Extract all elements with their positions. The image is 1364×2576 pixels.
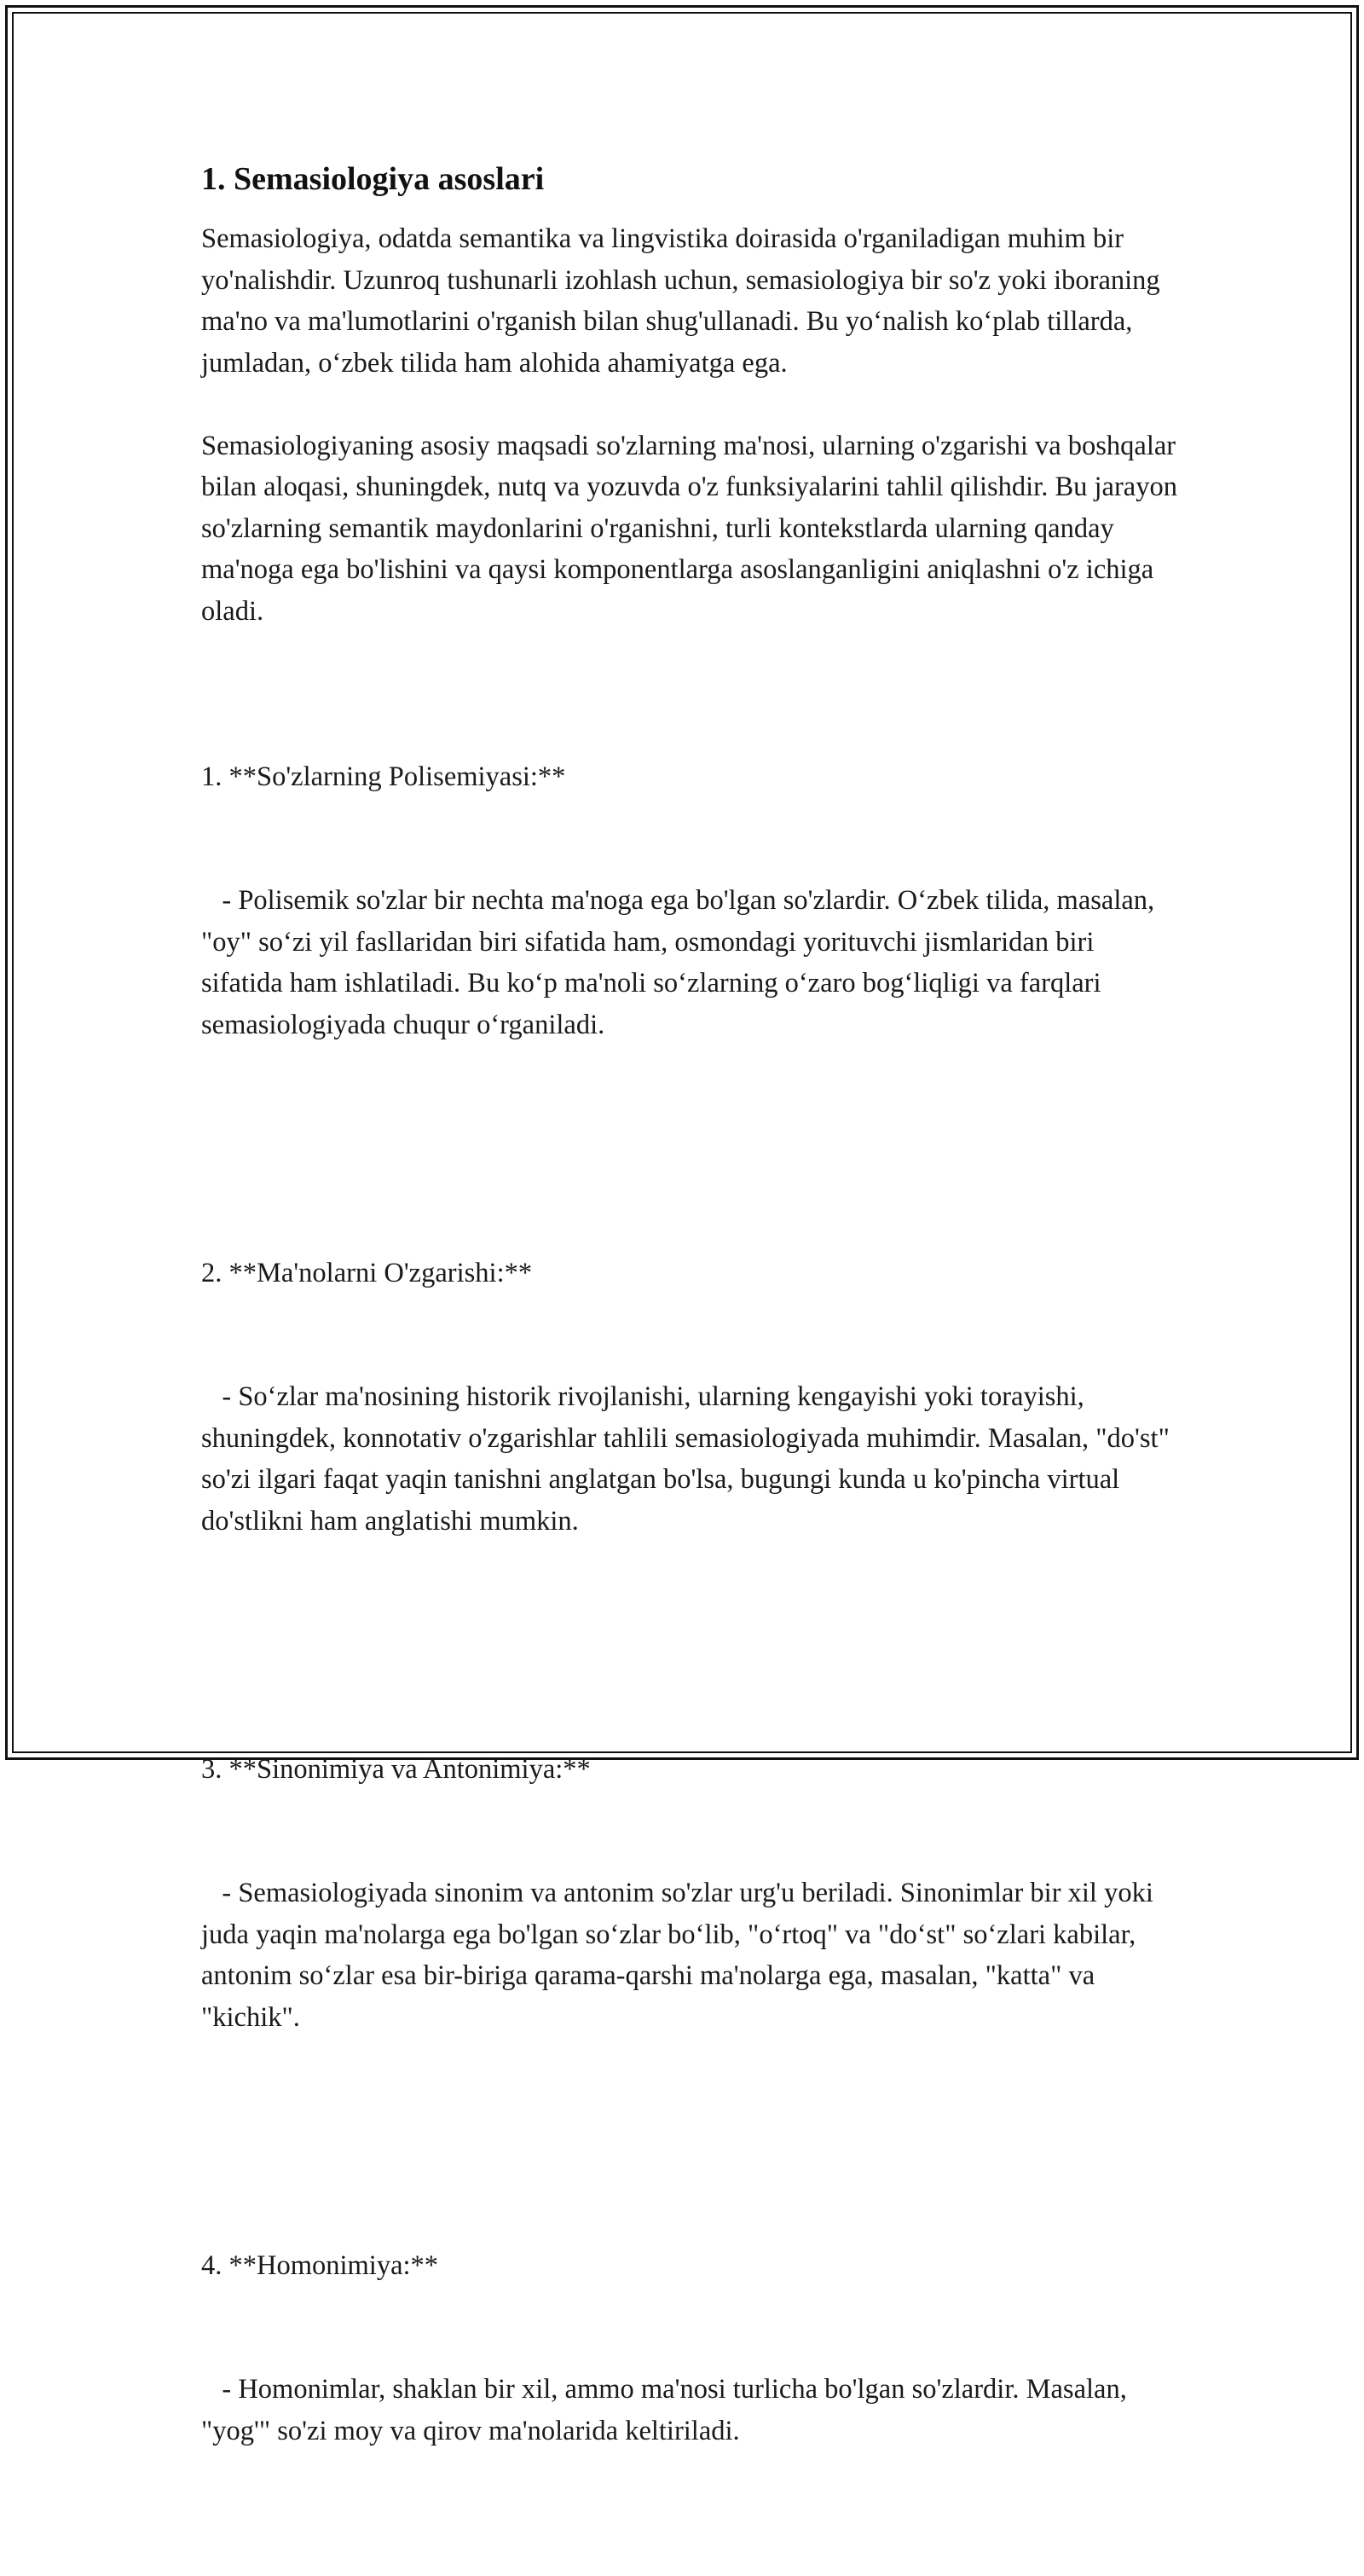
list-item-polysemy — [201, 674, 1182, 1129]
list-item-body: - Polisemik so'zlar bir nechta ma'noga ega bo'lgan so'zlardir. O‘zbek tilida, masalan, "oy" so‘zi yil fasllaridan biri sifatida ham, osmondagi yorituvchi jismlaridan biri sifatida ham ishlatiladi. Bu ko‘p ma'noli so‘zlarning o‘zaro bog‘liqligi va farqlari semasiologiyada chuqur o‘rganiladi. — [201, 885, 1162, 1040]
list-item-homonymy — [201, 2162, 1182, 2535]
list-item-title: 3. **Sinonimiya va Antonimiya:** — [201, 1753, 591, 1785]
list-item-meaning-change — [201, 1170, 1182, 1625]
list-item-body: - So‘zlar ma'nosining historik rivojlanishi, ularning kengayishi yoki torayishi, shuningdek, konnotativ o'zgarishlar tahlili semasiologiyada muhimdir. Masalan, "do'st" so'zi ilgari faqat yaqin tanishni anglatgan bo'lsa, bugungi kunda u ko'pincha virtual do'stlikni ham anglatishi mumkin. — [201, 1381, 1176, 1537]
purpose-paragraph: Semasiologiyaning asosiy maqsadi so'zlarning ma'nosi, ularning o'zgarishi va boshqalar bilan aloqasi, shuningdek, nutq va yozuvda o'z funksiyalarini tahlil qilishdir. Bu jarayon so'zlarning semantik maydonlarini o'rganishni, turli kontekstlarda ularning qanday ma'noga ega bo'lishini va qaysi komponentlarga asoslanganligini aniqlashni o'z ichiga oladi. — [201, 430, 1185, 627]
intro-paragraph: Semasiologiya, odatda semantika va lingvistika doirasida o'rganiladigan muhim bir yo'nalishdir. Uzunroq tushunarli izohlash uchun, semasiologiya bir so'z yoki iboraning ma'no va ma'lumotlarini o'rganish bilan shug'ullanadi. Bu yo‘nalish ko‘plab tillarda, jumladan, o‘zbek tilida ham alohida ahamiyatga ega. — [201, 223, 1167, 379]
list-item-synonymy-antonymy — [201, 1666, 1182, 2122]
section-heading: 1. Semasiologiya asoslari — [201, 161, 545, 197]
list-item-title: 1. **So'zlarning Polisemiyasi:** — [201, 761, 566, 792]
list-item-title: 2. **Ma'nolarni O'zgarishi:** — [201, 1257, 533, 1288]
document-body — [201, 159, 1185, 2576]
list-item-body: - Homonimlar, shaklan bir xil, ammo ma'nosi turlicha bo'lgan so'zlardir. Masalan, "yog'" so'zi moy va qirov ma'nolarida keltiriladi. — [201, 2374, 1134, 2446]
list-item-title: 4. **Homonimiya:** — [201, 2249, 439, 2281]
list-item-body: - Semasiologiyada sinonim va antonim so'zlar urg'u beriladi. Sinonimlar bir xil yoki juda yaqin ma'nolarga ega bo'lgan so‘zlar bo‘lib, "o‘rtoq" va "do‘st" so‘zlari kabilar, antonim so‘zlar esa bir-biriga qarama-qarshi ma'nolarga ega, masalan, "katta" va "kichik". — [201, 1878, 1160, 2033]
